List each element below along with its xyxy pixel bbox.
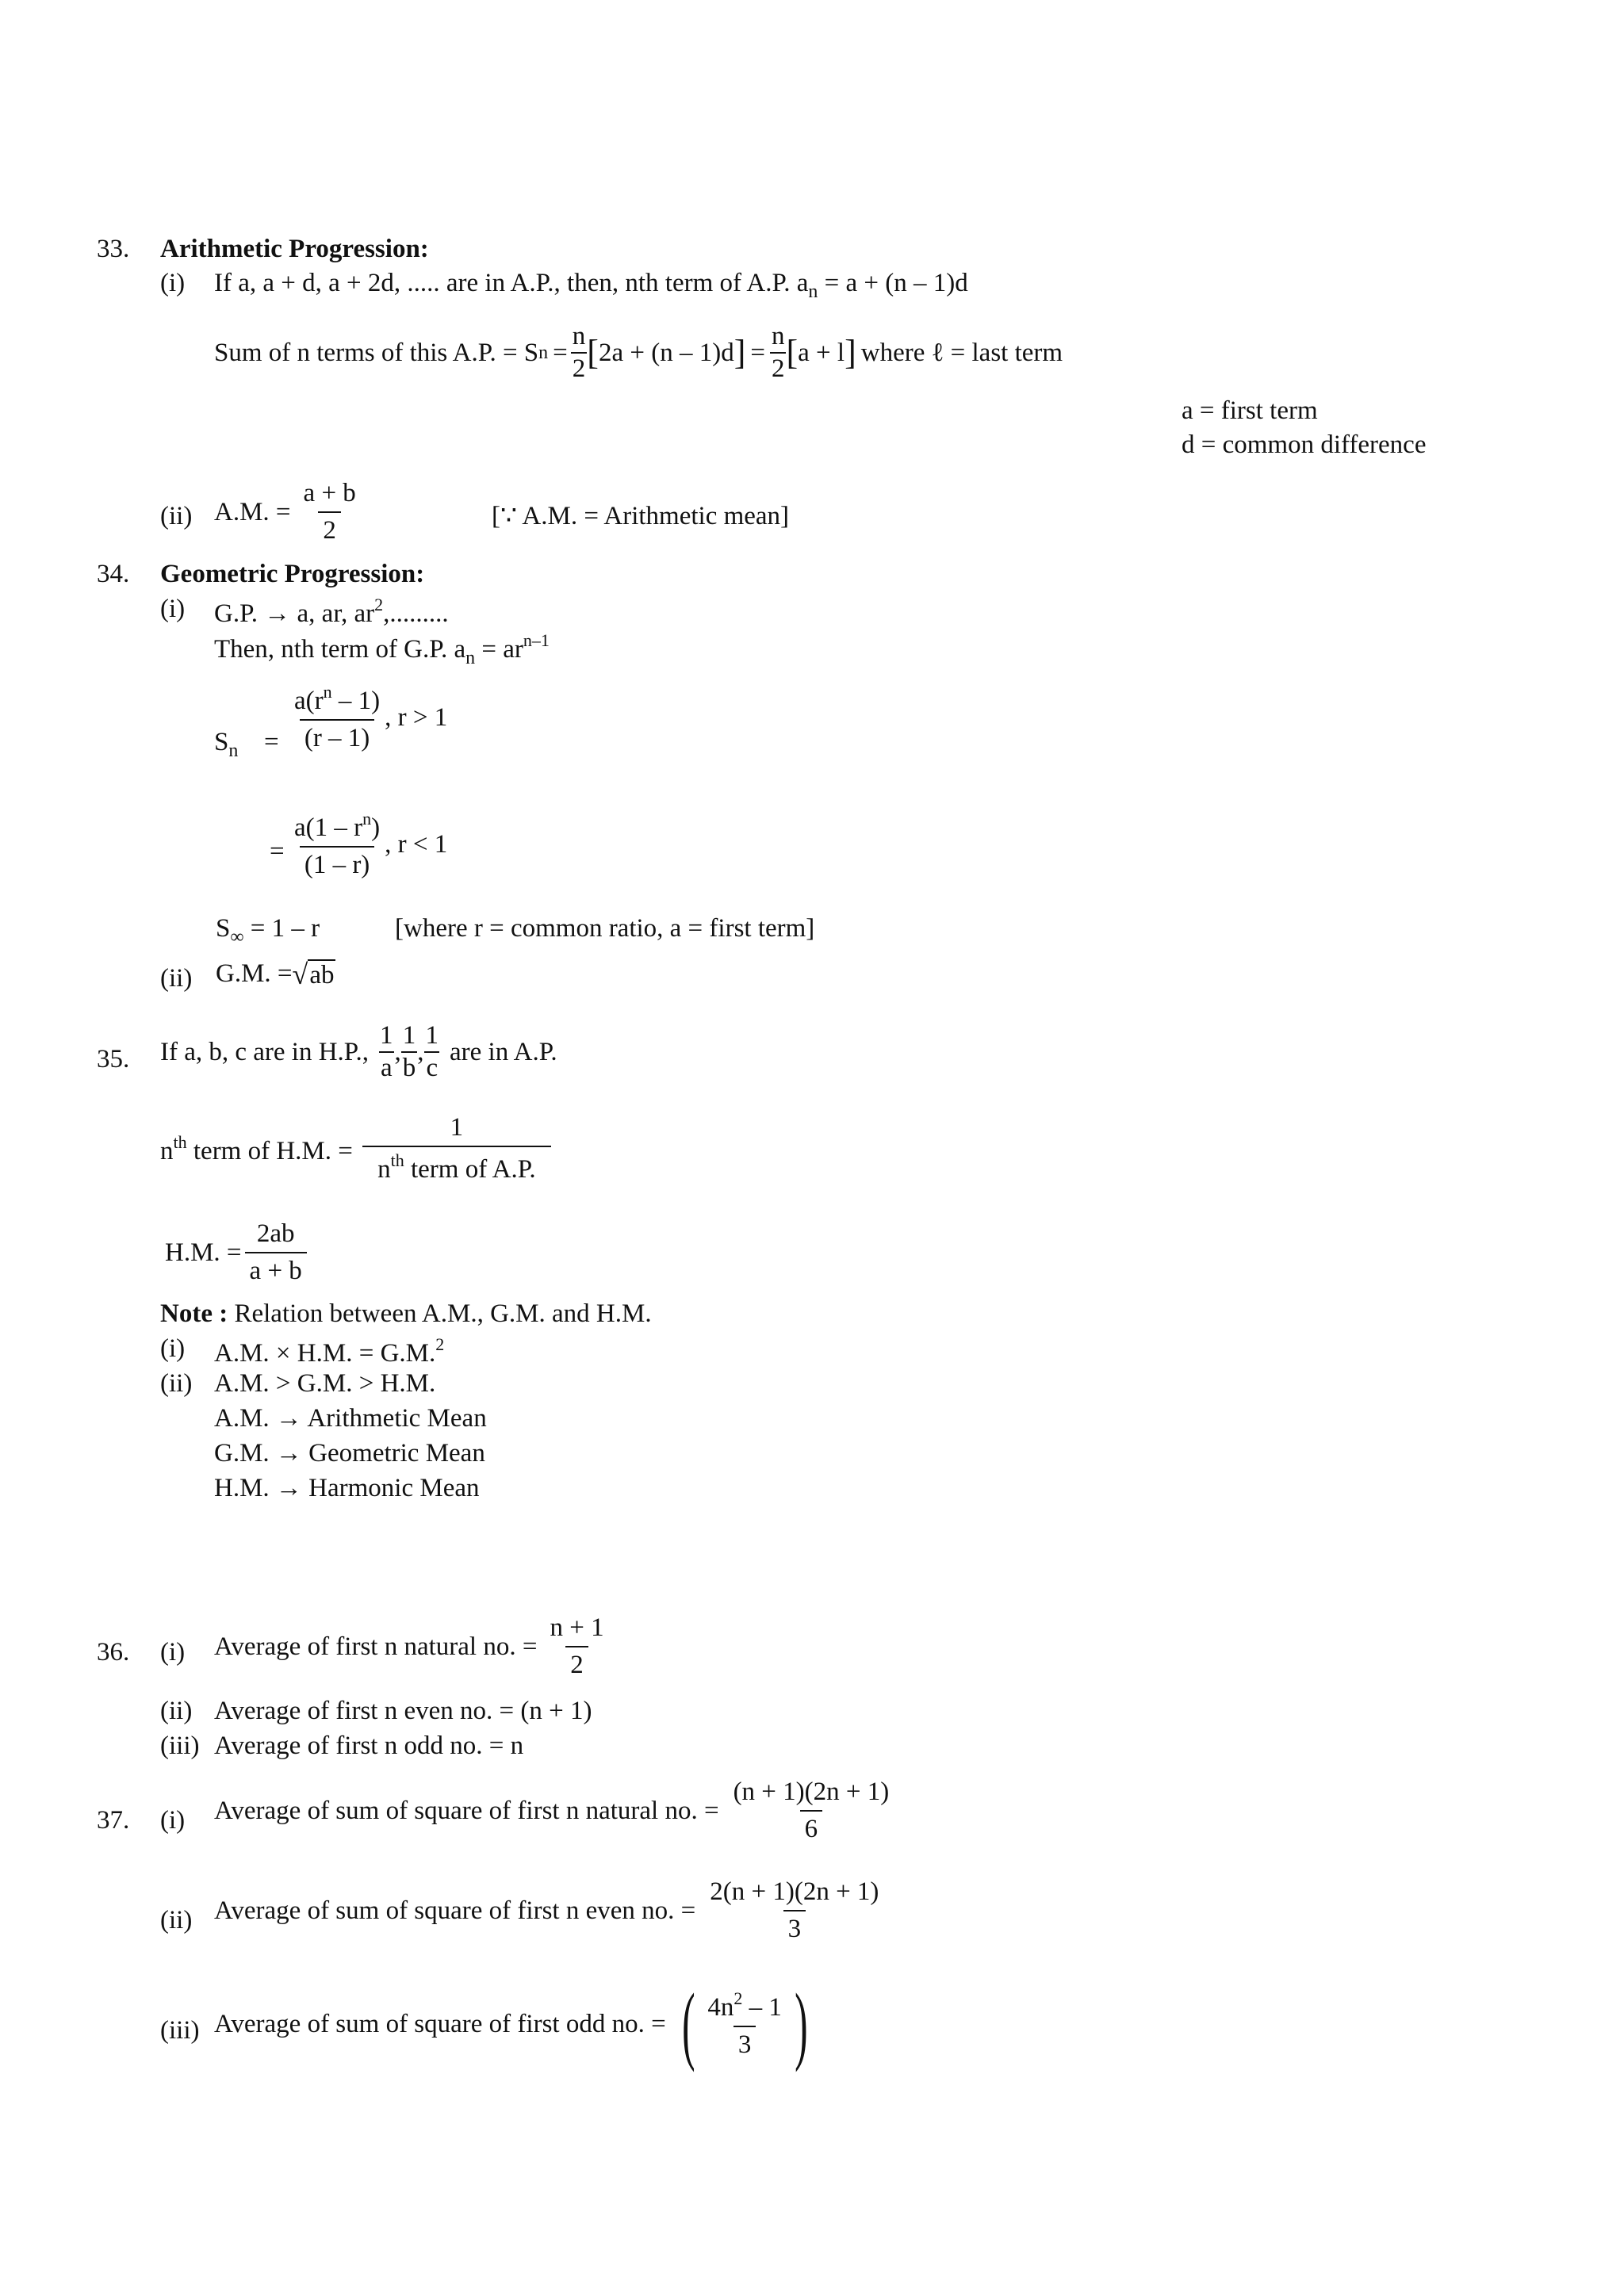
s33-sum-eq: = [553, 338, 568, 367]
s36-i [214, 1615, 609, 1678]
s36-i-label: (i) [160, 1638, 186, 1667]
frac-den: 2 [565, 1646, 588, 1678]
num-sup: n [362, 809, 372, 828]
th: th [173, 1131, 187, 1152]
frac-num: (n + 1)(2n + 1) [733, 1777, 890, 1806]
frac-num: 2(n + 1)(2n + 1) [710, 1877, 879, 1906]
s35-hm [165, 1221, 307, 1284]
s33-ii-formula [214, 480, 361, 544]
s33-sum-bracket1: 2a + (n – 1)d [598, 338, 734, 367]
s34-sn-lhs [214, 729, 238, 760]
r1-text: A.M. × H.M. = G.M. [214, 1339, 436, 1368]
s34-sinf-s: S [216, 914, 231, 943]
frac-num [289, 683, 385, 719]
num-text: a(r [294, 687, 324, 715]
comma: , [394, 1037, 401, 1066]
s37-ii-text: Average of sum of square of first n even no. = [214, 1896, 696, 1925]
section-34-number: 34. [97, 560, 130, 588]
s33-sum-formula [214, 323, 1063, 382]
s36-ii: Average of first n even no. = (n + 1) [214, 1697, 592, 1725]
section-33-heading: Arithmetic Progression: [160, 235, 429, 263]
s33-i-text: If a, a + d, a + 2d, ..... are in A.P., then, nth term of A.P. a [214, 269, 809, 297]
frac-den: a [379, 1051, 394, 1081]
bracket-close: ] [845, 333, 856, 372]
s33-note-d: d = common difference [1182, 430, 1427, 459]
s34-sn-cond2: , r < 1 [385, 829, 448, 859]
s34-sinf-sub: ∞ [230, 927, 244, 947]
s35-hm-frac [245, 1221, 307, 1284]
s34-sn-formula1 [289, 683, 447, 752]
s37-i-frac [729, 1779, 894, 1843]
s36-ii-label: (ii) [160, 1697, 193, 1725]
s35-r2: A.M. > G.M. > H.M. [214, 1369, 436, 1398]
s34-gm [216, 959, 335, 989]
s33-i-rhs: = a + (n – 1)d [818, 269, 968, 297]
s36-i-frac [545, 1615, 608, 1678]
s35-r1 [214, 1336, 444, 1367]
frac-num: n [572, 322, 586, 350]
s33-i-label: (i) [160, 269, 186, 297]
s34-sn-frac1 [289, 683, 385, 752]
s35-frac-c [424, 1023, 441, 1081]
radical-sign: √ [292, 959, 308, 990]
num-sup: 2 [733, 1988, 743, 2008]
bracket-open: [ [786, 333, 799, 372]
s35-lead: If a, b, c are in H.P., [160, 1037, 370, 1066]
s35-gm: G.M. → Geometric Mean [214, 1439, 485, 1468]
s37-i-text: Average of sum of square of first n natural no. = [214, 1796, 719, 1825]
section-36-number: 36. [97, 1638, 130, 1667]
s35-am: A.M. → Arithmetic Mean [214, 1404, 487, 1433]
note-label: Note : [160, 1299, 228, 1328]
comma: , [417, 1037, 424, 1066]
num-tail: – 1 [742, 1993, 782, 2022]
num-sup: n [323, 682, 332, 702]
frac-den: 2 [318, 511, 341, 544]
frac-den: (r – 1) [300, 719, 374, 752]
den-n: n [377, 1155, 391, 1184]
s37-iii-label: (iii) [160, 2016, 200, 2045]
s33-ii-lead: A.M. = [214, 497, 291, 526]
frac-den: b [401, 1051, 418, 1081]
s35-hm-lead: H.M. = [165, 1238, 242, 1267]
s35-r2-label: (ii) [160, 1369, 193, 1398]
s34-sn-eq2: = [270, 837, 285, 866]
s33-sum-where: where ℓ = last term [860, 338, 1063, 367]
frac-den [362, 1146, 551, 1183]
section-35-number: 35. [97, 1045, 130, 1073]
lead-tail: term of H.M. = [186, 1136, 353, 1165]
frac-num: 2ab [256, 1219, 295, 1248]
s35-frac-b [401, 1023, 418, 1081]
s33-sum-eq2: = [750, 338, 765, 367]
s37-iii-frac [703, 1990, 787, 2058]
s37-ii-label: (ii) [160, 1906, 193, 1934]
den-tail: term of A.P. [404, 1155, 536, 1184]
note-text: Relation between A.M., G.M. and H.M. [228, 1299, 652, 1328]
s33-ii-frac [299, 480, 361, 544]
s33-sum-bracket2: a + l [798, 338, 845, 367]
s36-i-text: Average of first n natural no. = [214, 1632, 538, 1661]
r1-sup: 2 [435, 1334, 445, 1354]
den-th: th [390, 1150, 404, 1170]
section-34-heading: Geometric Progression: [160, 560, 425, 588]
s36-iii-label: (iii) [160, 1732, 200, 1760]
frac-den: a + b [245, 1252, 307, 1284]
frac-num [289, 810, 385, 846]
s35-note [160, 1301, 652, 1327]
frac-num: 1 [425, 1021, 439, 1050]
s34-then-text: Then, nth term of G.P. a [214, 635, 466, 664]
s34-then [214, 632, 550, 668]
s33-sum-sub: n [538, 342, 549, 363]
s35-r1-label: (i) [160, 1334, 186, 1363]
s34-then-sup: n–1 [523, 630, 550, 650]
frac-num: a + b [303, 479, 356, 507]
s34-sn-eq: = [264, 728, 279, 756]
paren-close: ) [794, 1976, 808, 2072]
s34-i-label: (i) [160, 595, 186, 623]
frac-den: 3 [783, 1910, 806, 1942]
num-tail: – 1) [331, 687, 381, 715]
paren-open: ( [681, 1976, 695, 2072]
s34-sn-sub: n [228, 740, 239, 761]
s35-nth [160, 1115, 551, 1183]
frac-num: n + 1 [550, 1613, 604, 1642]
s33-i-statement [214, 270, 968, 301]
s37-iii [214, 1976, 815, 2072]
s35-frac-a [378, 1023, 395, 1081]
s33-ii-bracket: [∵ A.M. = Arithmetic mean] [492, 502, 790, 530]
section-37-number: 37. [97, 1806, 130, 1835]
s35-tail: are in A.P. [450, 1037, 557, 1066]
s34-sn-cond1: , r > 1 [385, 702, 448, 732]
bracket-open: [ [587, 333, 599, 372]
frac-num [703, 1990, 787, 2026]
s35-nth-lead [160, 1131, 353, 1165]
radicand: ab [309, 961, 335, 989]
s34-gp [214, 596, 449, 627]
s37-i [214, 1779, 894, 1843]
s33-ii-label: (ii) [160, 502, 193, 530]
frac-num: n [771, 322, 785, 350]
n: n [160, 1136, 174, 1165]
s34-gp-sup: 2 [374, 595, 384, 614]
bracket-close: ] [733, 333, 746, 372]
s37-i-label: (i) [160, 1806, 186, 1835]
s33-note-a: a = first term [1182, 396, 1318, 425]
s37-iii-text: Average of sum of square of first odd no. = [214, 2009, 666, 2038]
frac-den: (1 – r) [300, 846, 374, 878]
frac-num: 1 [402, 1021, 416, 1050]
num-tail: ) [371, 813, 381, 842]
frac-num: 1 [450, 1113, 464, 1142]
frac-den: 3 [733, 2026, 756, 2058]
sqrt [293, 959, 336, 989]
s33-sum-lead: Sum of n terms of this A.P. = S [214, 338, 539, 367]
s34-sinf [216, 916, 320, 947]
frac-den: 2 [571, 352, 588, 382]
s34-sinf-note: [where r = common ratio, a = first term] [395, 914, 815, 943]
s34-sinf-rhs: = 1 – r [243, 914, 320, 943]
s34-sn-formula2 [289, 810, 447, 878]
s34-sn-s: S [214, 728, 229, 756]
num-text: 4n [707, 1993, 734, 2022]
s37-ii [214, 1879, 883, 1942]
s34-gp-text: G.P. → a, ar, ar [214, 599, 375, 628]
frac-den: 2 [770, 352, 787, 382]
s34-then-sub: n [465, 648, 476, 668]
s35-nth-frac [362, 1115, 551, 1183]
frac-den: c [424, 1051, 439, 1081]
frac-num: 1 [380, 1021, 393, 1050]
s37-ii-frac [705, 1879, 883, 1942]
s34-gm-lead: G.M. = [216, 959, 293, 988]
s35-hmd: H.M. → Harmonic Mean [214, 1474, 480, 1502]
frac-den: 6 [800, 1810, 823, 1843]
s34-sn-frac2 [289, 810, 385, 878]
s36-iii: Average of first n odd no. = n [214, 1732, 524, 1760]
s33-i-sub: n [808, 281, 818, 302]
num-text: a(1 – r [294, 813, 363, 842]
section-33-number: 33. [97, 235, 130, 263]
s35-statement [160, 1023, 557, 1081]
s33-sum-frac [571, 323, 588, 382]
s33-sum-frac2 [770, 323, 787, 382]
s34-gp-tail: ,......... [383, 599, 449, 628]
s34-then-rhs: = ar [475, 635, 523, 664]
s34-ii-label: (ii) [160, 964, 193, 993]
